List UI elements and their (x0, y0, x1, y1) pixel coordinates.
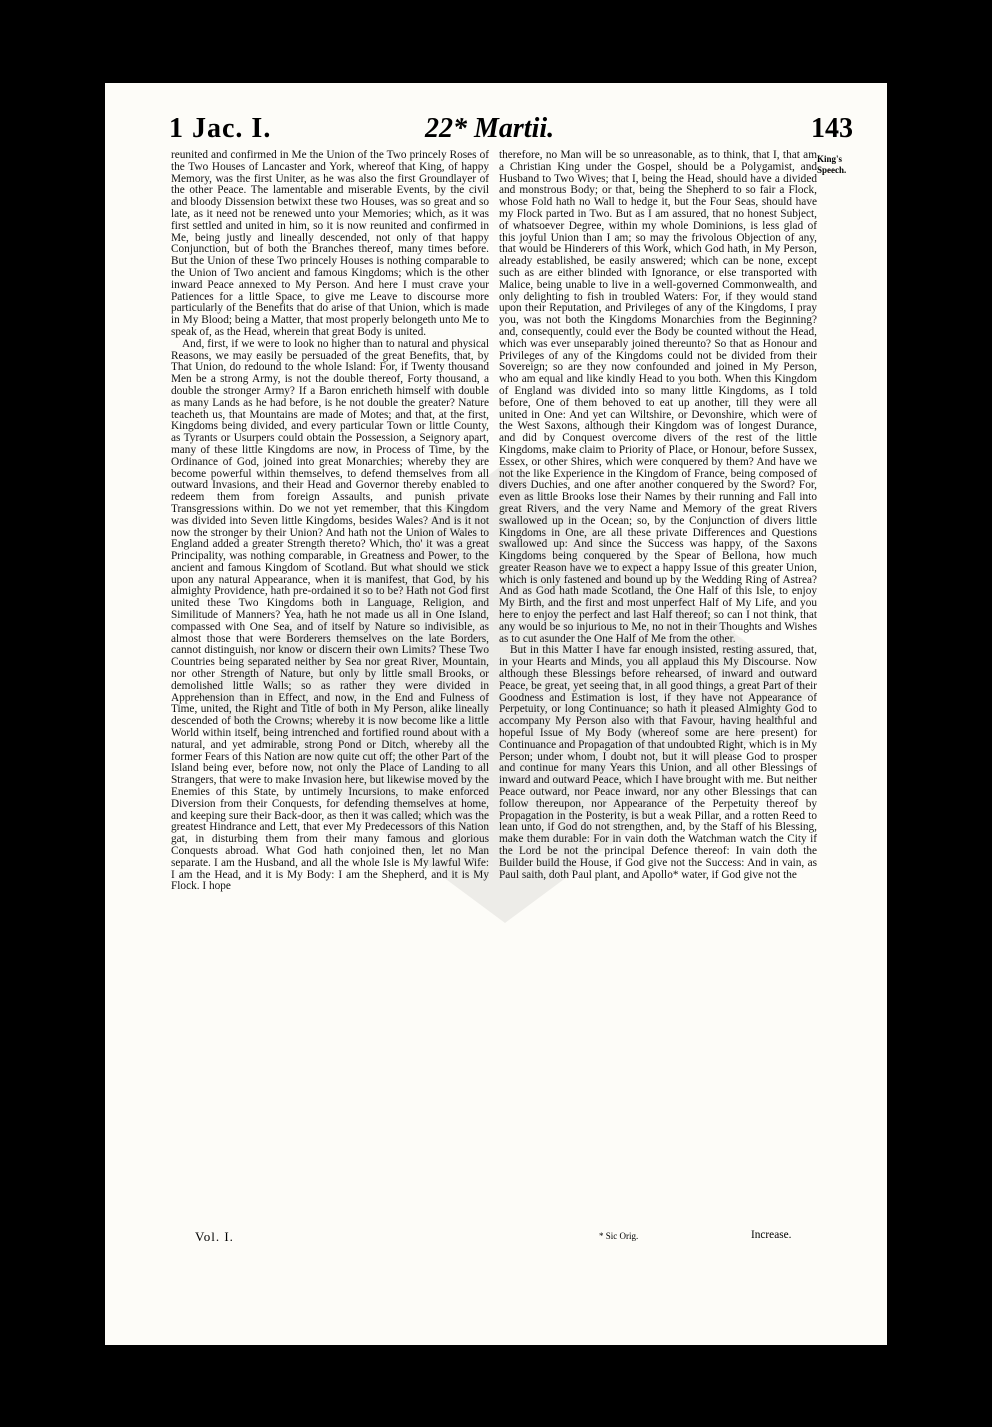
signature-mark: Vol. I. (195, 1229, 234, 1244)
regnal-year: 1 Jac. I. (169, 113, 272, 144)
page-header (105, 113, 887, 153)
left-column (171, 150, 489, 893)
book-page (105, 83, 887, 1345)
paragraph: And, first, if we were to look no higher than to natural and physical Reasons, we may easily be persuaded of the great Benefits, that, by That Union, do redound to the whole Island: For, if Twenty thousand Men be a strong Army, is not the double thereof, Forty thousand, a double the stronger Army? If a Baron enricheth himself with double as many Lands as he had before, is he not double the greater? Nature teacheth us, that Mountains are made of Motes; and that, at the first, Kingdoms being divided, and every particular Town or little County, as Tyrants or Usurpers could obtain the Possession, a Seignory apart, many of these little Kingdoms are now, in Process of Time, by the Ordinance of God, joined into great Monarchies; whereby they are become powerful within themselves, to defend themselves from all outward Invasions, and their Head and Governor thereby enabled to redeem them from foreign Assaults, and punish private Transgressions within. Do we not yet remember, that this Kingdom was divided into Seven little Kingdoms, besides Wales? And is it not now the stronger by their Union? And hath not the Union of Wales to England added a greater Strength thereto? Which, tho' it was a great Principality, was nothing comparable, in Greatness and Power, to the ancient and famous Kingdom of Scotland. But what should we stick upon any natural Appearance, when it is manifest, that God, by his almighty Providence, hath pre-ordained it so to be? Hath not God first united these Two Kingdoms both in Language, Religion, and Similitude of Manners? Yea, hath he not made us all in One Island, compassed with One Sea, and of itself by Nature so indivisible, as almost those that were Borderers themselves on the late Borders, cannot distinguish, nor know or discern their own Limits? These Two Countries being separated neither by Sea nor great River, Mountain, nor other Strength of Nature, but only by little small Brooks, or demolished little Walls; so as rather they were divided in Apprehension than in Effect, and now, in the End and Fulness of Time, united, the Right and Title of both in My Person, alike lineally descended of both the Crowns; whereby it is now become like a little World within itself, being intrenched and fortified round about with a natural, and yet admirable, strong Pond or Ditch, whereby all the former Fears of this Nation are now quite cut off; the other Part of the Island being ever, before now, not only the Place of Landing to all Strangers, that were to make Invasion here, but likewise moved by the Enemies of this State, by untimely Incursions, to make enforced Diversion from their Conquests, for defending themselves at home, and keeping sure their Back-door, as then it was called; which was the greatest Hindrance and Lett, that ever My Predecessors of this Nation gat, in disturbing them from their many famous and glorious Conquests abroad. What God hath conjoined then, let no Man separate. I am the Husband, and all the whole Isle is My lawful Wife: I am the Head, and it is My Body: I am the Shepherd, and it is My Flock. I hope (171, 337, 489, 893)
date-heading: 22* Martii. (425, 113, 555, 144)
catchword: Increase. (751, 1229, 792, 1241)
paragraph: therefore, no Man will be so unreasonable, as to think, that I, that am a Christian King under the Gospel, should be a Polygamist, and Husband to Two Wives; that I, being the Head, should have a divided and monstrous Body; or that, being the Shepherd to so fair a Flock, whose Fold hath no Wall to hedge it, but the Four Seas, should have my Flock parted in Two. But as I am assured, that no honest Subject, of whatsoever Degree, within my whole Dominions, is less glad of this joyful Union than I am; so may the frivolous Objection of any, that would be Hinderers of this Work, which God hath, in My Person, already established, be easily answered; which can be none, except such as are either blinded with Ignorance, or else transported with Malice, being unable to live in a well-governed Commonwealth, and only delighting to fish in troubled Waters: For, if they would stand upon their Reputation, and Privileges of any of the Kingdoms, I pray you, was not both the Kingdoms Monarchies from the Beginning? and, consequently, could ever the Body be counted without the Head, which was ever unseparably joined thereunto? So that as Honour and Privileges of any of the Kingdoms could not be divided from their Sovereign; so are they now confounded and joined in My Person, who am equal and like kindly Head to you both. When this Kingdom of England was divided into so many little Kingdoms, as I told before, One of them behoved to eat up another, till they were all united in One: And yet can Wiltshire, or Devonshire, which were of the West Saxons, although their Kingdom was of longest Durance, and did by Conquest overcome divers of the rest of the little Kingdoms, make claim to Priority of Place, or Honour, before Sussex, Essex, or other Shires, which were conquered by them? And have we not the like Experience in the Kingdom of France, being composed of divers Duchies, and one after another conquered by the Sword? For, even as little Brooks lose their Names by their running and Fall into great Rivers, and the very Name and Memory of the great Rivers swallowed up in the Ocean; so, by the Conjunction of divers little Kingdoms in One, are all these private Differences and Questions swallowed up: And since the Success was happy, of the Saxons Kingdoms being conquered by the Spear of Bellona, how much greater Reason have we to expect a happy Issue of this greater Union, which is only fastened and bound up by the Wedding Ring of Astrea? And as God hath made Scotland, the One Half of this Isle, to enjoy My Birth, and the first and most unperfect Half of My Life, and you here to enjoy the perfect and last Half thereof; so can I not think, that any would be so injurious to Me, no not in their Thoughts and Wishes as to cut asunder the One Half of Me from the other. (499, 149, 817, 645)
paragraph: But in this Matter I have far enough insisted, resting assured, that, in your Hearts and Minds, you all applaud this My Discourse. Now although these Blessings before rehearsed, of inward and outward Peace, be great, yet seeing that, in all good things, a great Part of their Goodness and Estimation is lost, if they have not Appearance of Perpetuity, or long Continuance; so hath it pleased Almighty God to accompany My Person also with that Favour, having healthful and hopeful Issue of My Body (whereof some are here present) for Continuance and Propagation of that undoubted Right, which is in My Person; under whom, I doubt not, but it will please God to prosper and continue for many Years this Union, and all other Blessings of inward and outward Peace, which I have brought with me. But neither Peace outward, nor Peace inward, nor any other Blessings that can follow thereupon, nor Appearance of the Perpetuity thereof by Propagation in the Posterity, is but a weak Pillar, and a rotten Reed to lean unto, if God do not strengthen, and, by the Staff of his Blessing, make them durable: For in vain doth the Watchman watch the City if the Lord be not the principal Defence thereof: In vain doth the Builder build the House, if God give not the Success: And in vain, as Paul saith, doth Paul plant, and Apollo* water, if God give not the (499, 644, 817, 881)
page-number: 143 (811, 113, 853, 144)
margin-note: King's Speech. (817, 154, 847, 175)
footnote: * Sic Orig. (599, 1231, 639, 1241)
paragraph: reunited and confirmed in Me the Union of the Two princely Roses of the Two Houses of Lancaster and York, whereof that King, of happy Memory, was the first Uniter, as he was also the first Groundlayer of the other Peace. The lamentable and miserable Events, by the civil and bloody Dissension betwixt these two Houses, was so great and so late, as it need not be renewed unto your Memories; which, as it was first settled and united in him, so it is now reunited and confirmed in Me, being justly and lineally descended, not only of that happy Conjunction, but of both the Branches thereof, many times before. But the Union of these Two princely Houses is nothing comparable to the Union of Two ancient and famous Kingdoms; which is the other inward Peace annexed to My Person. And here I must crave your Patiences for a little Space, to give me Leave to discourse more particularly of the Benefits that do arise of that Union, which is made in My Blood; being a Matter, that most properly belongeth unto Me to speak of, as the Head, wherein that great Body is united. (171, 149, 489, 338)
right-column (499, 150, 817, 881)
